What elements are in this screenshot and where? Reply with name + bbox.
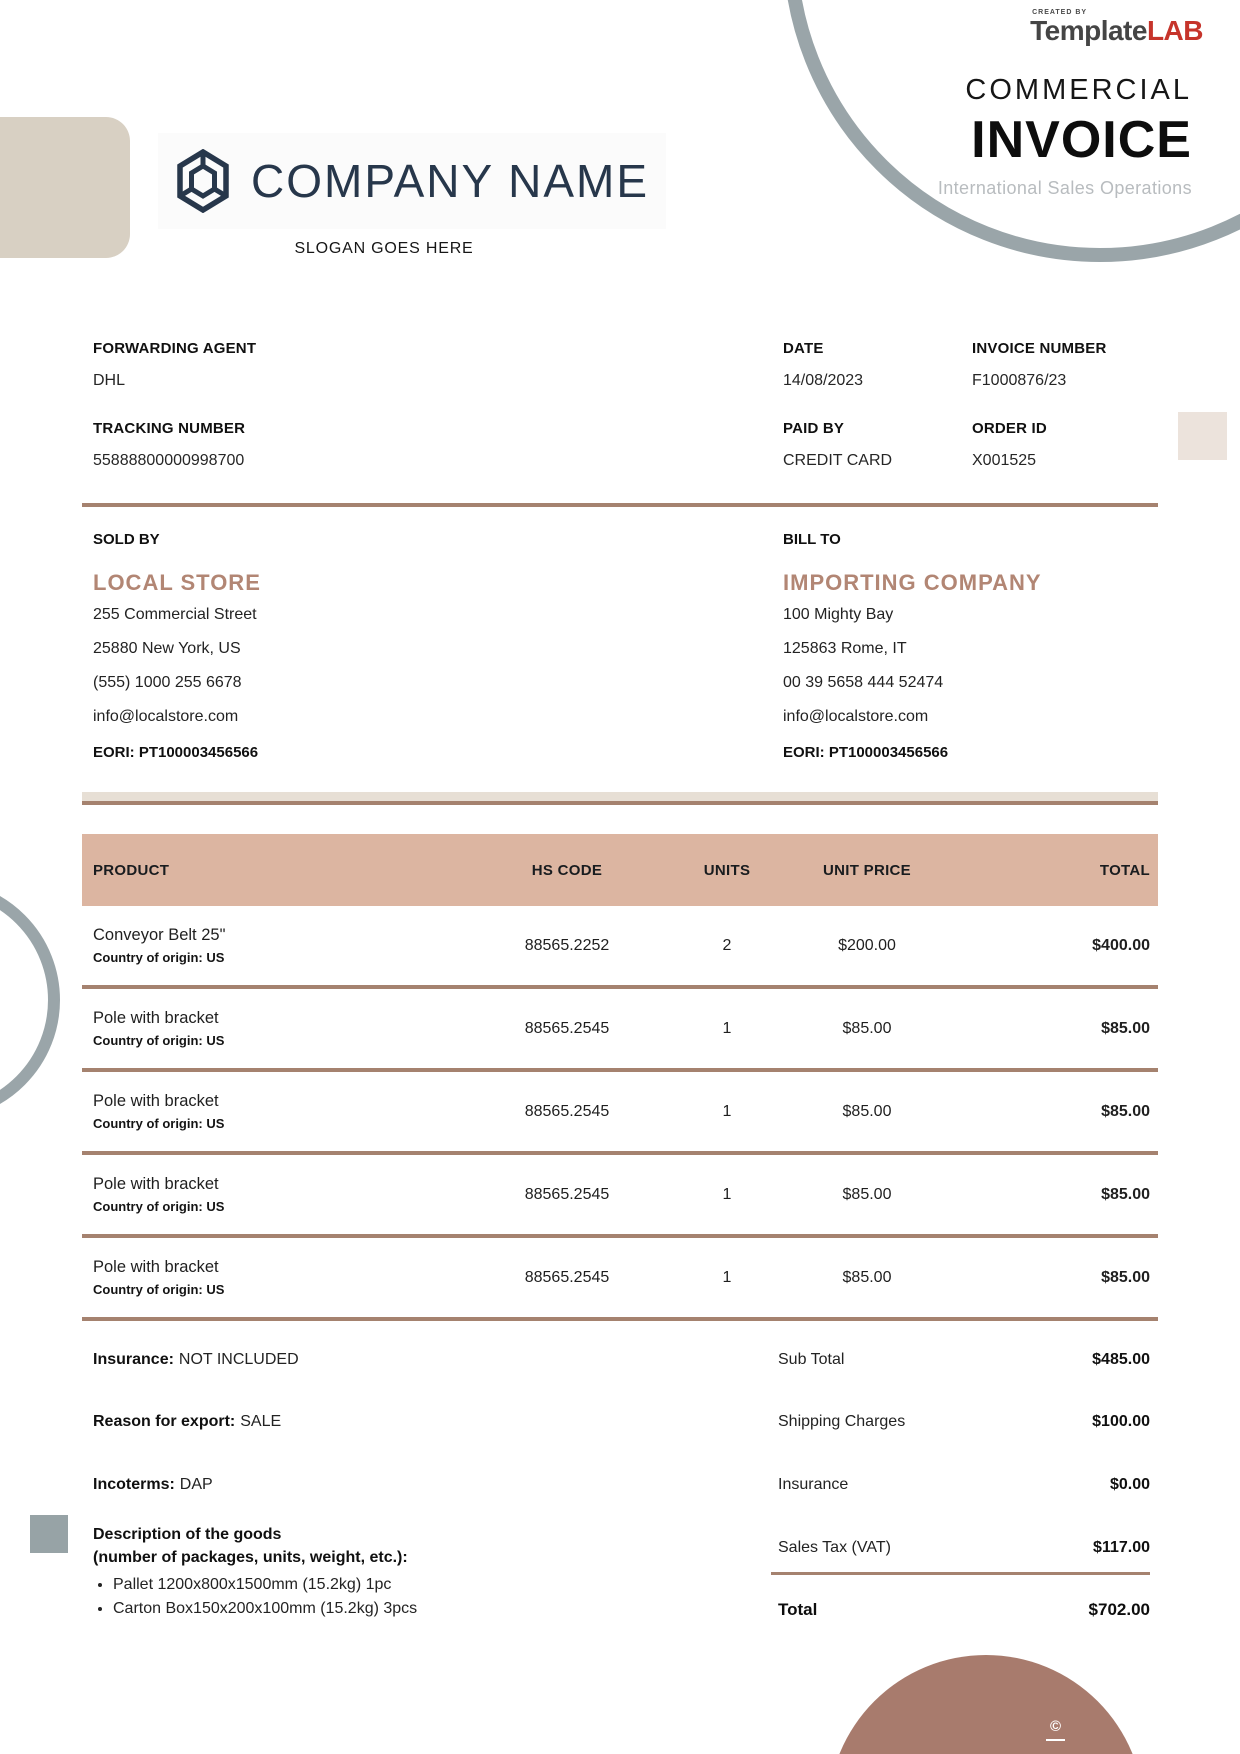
templatelab-logo	[1030, 17, 1203, 45]
product-name: Conveyor Belt 25"	[93, 926, 226, 945]
field-value: DHL	[93, 372, 126, 389]
buyer-address-line: 100 Mighty Bay	[783, 606, 894, 624]
goods-description-heading	[93, 1523, 408, 1569]
field-value: X001525	[972, 452, 1037, 469]
company-logo-hexagon-icon	[175, 149, 231, 213]
note-incoterms	[93, 1476, 213, 1494]
bill-to-label: BILL TO	[783, 531, 841, 548]
units-cell: 1	[722, 1102, 732, 1120]
goods-list-item: • Carton Box150x200x100mm (15.2kg) 3pcs	[113, 1599, 417, 1618]
charge-label-shipping: Shipping Charges	[778, 1413, 906, 1430]
charge-label-insurance: Insurance	[778, 1476, 849, 1493]
seller-eori: EORI: PT100003456566	[93, 744, 259, 762]
line-items-table	[82, 834, 1158, 1321]
buyer-email: info@localstore.com	[783, 708, 929, 726]
brand-name-gray: Template	[1030, 15, 1147, 46]
field-label: FORWARDING AGENT	[93, 340, 257, 357]
note-reason-for-export	[93, 1413, 281, 1431]
product-name: Pole with bracket	[93, 1009, 219, 1028]
product-cell	[82, 925, 472, 965]
column-header-units: UNITS	[703, 861, 751, 879]
unit-price-cell: $85.00	[842, 1185, 892, 1203]
table-header-row	[82, 834, 1158, 906]
hs-code-cell: 88565.2545	[524, 1019, 610, 1037]
column-header-total: TOTAL	[1099, 861, 1150, 879]
product-name: Pole with bracket	[93, 1258, 219, 1277]
note-value: SALE	[240, 1413, 282, 1430]
product-cell	[82, 1257, 472, 1297]
seller-name: LOCAL STORE	[93, 570, 261, 595]
field-tracking-number	[93, 420, 245, 470]
note-label: Insurance:	[93, 1351, 174, 1368]
note-value: DAP	[179, 1476, 213, 1493]
seller-phone: (555) 1000 255 6678	[93, 674, 242, 692]
total-cell: $85.00	[1101, 1019, 1150, 1037]
total-divider	[771, 1572, 1150, 1575]
summary-section	[82, 1324, 1158, 1754]
sold-by-label: SOLD BY	[93, 531, 160, 548]
hs-code-cell: 88565.2545	[524, 1102, 610, 1120]
field-value: 14/08/2023	[783, 372, 864, 389]
product-cell	[82, 1091, 472, 1131]
document-title: INVOICE	[971, 111, 1192, 169]
column-header-hs-code: HS CODE	[531, 861, 603, 879]
buyer-address-line: 125863 Rome, IT	[783, 640, 907, 658]
seller-email: info@localstore.com	[93, 708, 239, 726]
decor-gray-square	[30, 1515, 68, 1553]
unit-price-cell: $85.00	[842, 1268, 892, 1286]
product-cell	[82, 1174, 472, 1214]
field-label: DATE	[783, 340, 824, 357]
total-cell: $85.00	[1101, 1268, 1150, 1286]
product-origin: Country of origin: US	[93, 950, 225, 966]
table-row	[82, 1238, 1158, 1321]
grand-total-label: Total	[778, 1600, 818, 1619]
document-category: COMMERCIAL	[965, 74, 1192, 106]
brand-name-red: LAB	[1146, 15, 1203, 46]
charge-value-subtotal: $485.00	[1092, 1351, 1150, 1368]
decor-beige-square	[1178, 412, 1227, 460]
product-name: Pole with bracket	[93, 1092, 219, 1111]
goods-description-line2: (number of packages, units, weight, etc.):	[93, 1549, 408, 1566]
units-cell: 1	[722, 1185, 732, 1203]
unit-price-cell: $200.00	[838, 936, 896, 954]
section-divider	[82, 503, 1158, 507]
grand-total-value: $702.00	[1088, 1600, 1150, 1619]
field-invoice-number	[972, 340, 1106, 390]
note-label: Incoterms:	[93, 1476, 175, 1493]
section-divider	[82, 801, 1158, 805]
field-label: TRACKING NUMBER	[93, 420, 246, 437]
table-row	[82, 989, 1158, 1072]
bill-to-block	[783, 531, 1240, 762]
units-cell: 2	[722, 936, 732, 954]
product-origin: Country of origin: US	[93, 1282, 225, 1298]
field-value: CREDIT CARD	[783, 452, 893, 469]
goods-list-item: • Pallet 1200x800x1500mm (15.2kg) 1pc	[113, 1575, 417, 1594]
product-cell	[82, 1008, 472, 1048]
table-row	[82, 1155, 1158, 1238]
charge-label-sales-tax: Sales Tax (VAT)	[778, 1539, 891, 1556]
charge-label-subtotal: Sub Total	[778, 1351, 845, 1368]
product-name: Pole with bracket	[93, 1175, 219, 1194]
charge-value-sales-tax: $117.00	[1093, 1539, 1150, 1556]
field-value: F1000876/23	[972, 372, 1067, 389]
document-subtitle: International Sales Operations	[937, 178, 1192, 198]
product-origin: Country of origin: US	[93, 1116, 225, 1132]
table-row	[82, 906, 1158, 989]
units-cell: 1	[722, 1268, 732, 1286]
unit-price-cell: $85.00	[842, 1102, 892, 1120]
buyer-name: IMPORTING COMPANY	[783, 570, 1042, 595]
total-cell: $400.00	[1092, 936, 1150, 954]
field-order-id	[972, 420, 1047, 470]
decor-beige-block	[0, 117, 130, 258]
field-value: 55888800000998700	[93, 452, 245, 469]
units-cell: 1	[722, 1019, 732, 1037]
note-label: Reason for export:	[93, 1413, 236, 1430]
field-paid-by	[783, 420, 892, 470]
hs-code-cell: 88565.2252	[524, 936, 610, 954]
charge-value-shipping: $100.00	[1092, 1413, 1150, 1430]
created-by-label: CREATED BY	[1032, 9, 1088, 16]
field-label: ORDER ID	[972, 420, 1047, 437]
total-cell: $85.00	[1101, 1185, 1150, 1203]
templatelab-brand	[1030, 9, 1203, 45]
seller-address-line: 255 Commercial Street	[93, 606, 257, 624]
seller-address-line: 25880 New York, US	[93, 640, 241, 658]
note-insurance	[93, 1351, 299, 1369]
field-label: INVOICE NUMBER	[972, 340, 1107, 357]
sold-by-block	[93, 531, 573, 762]
hs-code-cell: 88565.2545	[524, 1185, 610, 1203]
field-date	[783, 340, 863, 390]
section-divider-beige	[82, 792, 1158, 801]
buyer-phone: 00 39 5658 444 52474	[783, 674, 944, 692]
decor-ring-left	[0, 880, 60, 1120]
table-row	[82, 1072, 1158, 1155]
charge-value-insurance: $0.00	[1109, 1476, 1150, 1493]
company-name: COMPANY NAME	[251, 155, 650, 207]
field-forwarding-agent	[93, 340, 256, 390]
copyright-symbol: ©	[1046, 1718, 1065, 1741]
goods-description-line1: Description of the goods	[93, 1526, 282, 1543]
hs-code-cell: 88565.2545	[524, 1268, 610, 1286]
company-header	[158, 133, 666, 229]
total-cell: $85.00	[1101, 1102, 1150, 1120]
unit-price-cell: $85.00	[842, 1019, 892, 1037]
product-origin: Country of origin: US	[93, 1199, 225, 1215]
buyer-eori: EORI: PT100003456566	[783, 744, 949, 762]
product-origin: Country of origin: US	[93, 1033, 225, 1049]
goods-list	[96, 1575, 417, 1623]
field-label: PAID BY	[783, 420, 845, 437]
company-slogan: SLOGAN GOES HERE	[294, 240, 474, 257]
document-header	[938, 76, 1192, 197]
note-value: NOT INCLUDED	[178, 1351, 299, 1368]
column-header-product: PRODUCT	[93, 861, 170, 879]
column-header-unit-price: UNIT PRICE	[822, 861, 911, 879]
